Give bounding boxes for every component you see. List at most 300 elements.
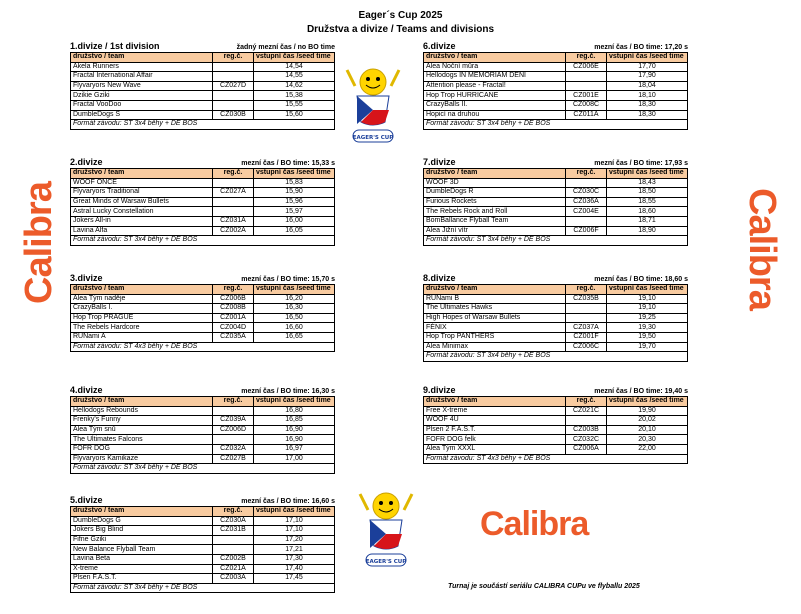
table-row [71, 304, 335, 314]
team-reg: CZ037A [566, 323, 607, 333]
division-bo-time: mezní čas / BO time: 19,40 s [594, 388, 688, 395]
team-reg: CZ006E [566, 62, 607, 72]
table-header-row [424, 285, 688, 295]
division-table [70, 506, 335, 593]
team-seed-time: 19,30 [607, 323, 688, 333]
team-name: Flyvaryors Kamikaze [71, 454, 213, 464]
team-reg: CZ002A [213, 226, 254, 236]
team-reg: CZ032A [213, 444, 254, 454]
race-format: Formát závodu: ST 3x4 běhy + DE BOS [71, 464, 335, 474]
team-reg: CZ002B [213, 554, 254, 564]
team-reg [213, 197, 254, 207]
col-team-header: družstvo / team [71, 397, 213, 407]
team-name: DumbleDogs S [71, 110, 213, 120]
col-reg-header: reg.č. [213, 397, 254, 407]
table-row [71, 207, 335, 217]
col-reg-header: reg.č. [213, 53, 254, 63]
race-format: Formát závodu: ST 4x3 běhy + DE BOS [71, 342, 335, 352]
col-time-header: vstupní čas /seed time [607, 53, 688, 63]
division-block [70, 40, 335, 130]
team-seed-time: 16,05 [254, 226, 335, 236]
team-name: The Ultimates Hawks [424, 304, 566, 314]
team-reg: CZ001F [566, 332, 607, 342]
team-reg [566, 416, 607, 426]
team-seed-time: 17,90 [607, 72, 688, 82]
team-seed-time: 18,55 [607, 197, 688, 207]
team-seed-time: 19,10 [607, 304, 688, 314]
team-reg: CZ030B [213, 110, 254, 120]
division-name: 4.divize [70, 385, 103, 395]
division-name: 8.divize [423, 273, 456, 283]
col-reg-header: reg.č. [213, 507, 254, 517]
format-row [424, 454, 688, 464]
division-bo-time: mezní čas / BO time: 17,20 s [594, 44, 688, 51]
team-reg [213, 435, 254, 445]
team-seed-time: 17,21 [254, 545, 335, 555]
team-reg: CZ027A [213, 188, 254, 198]
division-name: 5.divize [70, 495, 103, 505]
team-seed-time: 15,60 [254, 110, 335, 120]
team-reg [213, 62, 254, 72]
table-row [71, 535, 335, 545]
division-header [70, 156, 335, 168]
team-seed-time: 20,30 [607, 435, 688, 445]
col-reg-header: reg.č. [566, 53, 607, 63]
team-reg: CZ032C [566, 435, 607, 445]
page-title: Eager´s Cup 2025 [358, 10, 443, 21]
team-seed-time: 18,43 [607, 178, 688, 188]
team-name: Plsen F.A.S.T. [71, 574, 213, 584]
division-bo-time: mezní čas / BO time: 17,93 s [594, 160, 688, 167]
col-team-header: družstvo / team [71, 285, 213, 295]
division-table [423, 396, 688, 464]
table-row [424, 444, 688, 454]
race-format: Formát závodu: ST 4x3 běhy + DE BOS [424, 454, 688, 464]
team-reg [213, 406, 254, 416]
team-reg: CZ030A [213, 516, 254, 526]
team-seed-time: 15,83 [254, 178, 335, 188]
team-name: Lavina Beta [71, 554, 213, 564]
table-row [71, 416, 335, 426]
format-row [424, 352, 688, 362]
team-reg [566, 81, 607, 91]
team-name: WOOF 4U [424, 416, 566, 426]
race-format: Formát závodu: ST 3x4 běhy + DE BOS [71, 583, 335, 593]
col-reg-header: reg.č. [213, 169, 254, 179]
table-header-row [424, 397, 688, 407]
table-row [71, 574, 335, 584]
team-reg [213, 545, 254, 555]
team-reg: CZ001E [566, 91, 607, 101]
team-name: Frenky's Funny [71, 416, 213, 426]
calibra-logo-left: Calibra [18, 182, 60, 304]
division-block [423, 272, 688, 362]
table-row [71, 545, 335, 555]
format-row [71, 120, 335, 130]
table-row [71, 435, 335, 445]
division-bo-time: mezní čas / BO time: 16,30 s [241, 388, 335, 395]
division-table [423, 168, 688, 246]
team-seed-time: 17,00 [254, 454, 335, 464]
table-row [71, 526, 335, 536]
team-seed-time: 16,80 [254, 406, 335, 416]
team-reg: CZ036A [566, 197, 607, 207]
team-name: Jokers Big Blind [71, 526, 213, 536]
team-reg: CZ003B [566, 425, 607, 435]
team-seed-time: 18,71 [607, 216, 688, 226]
team-reg [213, 100, 254, 110]
col-time-header: vstupní čas /seed time [254, 397, 335, 407]
team-name: DumbleDogs G [71, 516, 213, 526]
team-seed-time: 16,65 [254, 332, 335, 342]
table-row [71, 226, 335, 236]
team-name: Flyvaryors New Wave [71, 81, 213, 91]
team-name: Hop Trop PRAGUE [71, 313, 213, 323]
team-reg: CZ006F [566, 226, 607, 236]
division-table [70, 396, 335, 474]
division-name: 6.divize [423, 41, 456, 51]
team-name: The Rebels Hardcore [71, 323, 213, 333]
col-time-header: vstupní čas /seed time [254, 169, 335, 179]
division-block [70, 156, 335, 246]
team-name: BomBallance Flyball Team [424, 216, 566, 226]
table-row [71, 62, 335, 72]
team-seed-time: 20,02 [607, 416, 688, 426]
table-row [424, 294, 688, 304]
col-time-header: vstupní čas /seed time [254, 285, 335, 295]
team-seed-time: 17,70 [607, 62, 688, 72]
format-row [71, 236, 335, 246]
team-seed-time: 19,10 [607, 294, 688, 304]
division-block [423, 40, 688, 130]
race-format: Formát závodu: ST 3x4 běhy + DE BOS [424, 352, 688, 362]
calibra-logo-bottom: Calibra [480, 505, 589, 543]
table-row [424, 188, 688, 198]
team-name: Hellodogs IN MEMORIAM DENI [424, 72, 566, 82]
division-header [70, 40, 335, 52]
team-reg [566, 313, 607, 323]
team-name: CrazyBalls I. [71, 304, 213, 314]
page-subtitle: Družstva a divize / Teams and divisions [306, 24, 495, 35]
team-reg: CZ006C [566, 342, 607, 352]
division-block [70, 384, 335, 474]
team-seed-time: 14,54 [254, 62, 335, 72]
table-row [424, 406, 688, 416]
division-name: 2.divize [70, 157, 103, 167]
team-name: Hop Trop HURRICANE [424, 91, 566, 101]
team-name: Hop Trop PANTHERS [424, 332, 566, 342]
col-team-header: družstvo / team [424, 169, 566, 179]
table-row [71, 425, 335, 435]
table-header-row [71, 507, 335, 517]
table-row [71, 554, 335, 564]
team-seed-time: 15,90 [254, 188, 335, 198]
team-reg: CZ031A [213, 216, 254, 226]
col-team-header: družstvo / team [71, 169, 213, 179]
team-seed-time: 16,90 [254, 435, 335, 445]
table-row [424, 178, 688, 188]
team-seed-time: 16,90 [254, 425, 335, 435]
table-row [424, 110, 688, 120]
team-name: The Rebels Rock and Roll [424, 207, 566, 217]
team-seed-time: 14,55 [254, 72, 335, 82]
team-name: FÉNIX [424, 323, 566, 333]
table-row [424, 100, 688, 110]
table-row [71, 444, 335, 454]
team-name: CrazyBalls II. [424, 100, 566, 110]
table-row [424, 197, 688, 207]
format-row [424, 120, 688, 130]
table-row [424, 226, 688, 236]
format-row [71, 464, 335, 474]
division-name: 7.divize [423, 157, 456, 167]
team-reg [566, 216, 607, 226]
team-name: Fifne Gziki [71, 535, 213, 545]
division-block [70, 272, 335, 352]
format-row [71, 583, 335, 593]
team-name: Alea Noční můra [424, 62, 566, 72]
table-row [71, 323, 335, 333]
team-name: X-treme [71, 564, 213, 574]
col-time-header: vstupní čas /seed time [607, 285, 688, 295]
team-reg [213, 207, 254, 217]
team-name: DumbleDogs R [424, 188, 566, 198]
race-format: Formát závodu: ST 3x4 běhy + DE BOS [71, 236, 335, 246]
team-name: Furious Rockets [424, 197, 566, 207]
eagers-cup-mascot-top [345, 66, 401, 153]
table-row [424, 304, 688, 314]
table-row [71, 454, 335, 464]
team-reg: CZ031B [213, 526, 254, 536]
team-reg: CZ008C [566, 100, 607, 110]
format-row [71, 342, 335, 352]
team-seed-time: 16,30 [254, 304, 335, 314]
team-reg [213, 72, 254, 82]
team-reg: CZ021A [213, 564, 254, 574]
team-reg [566, 304, 607, 314]
table-row [71, 197, 335, 207]
team-name: New Balance Flyball Team [71, 545, 213, 555]
team-seed-time: 17,30 [254, 554, 335, 564]
team-seed-time: 20,10 [607, 425, 688, 435]
col-reg-header: reg.č. [566, 169, 607, 179]
table-row [71, 294, 335, 304]
team-seed-time: 18,90 [607, 226, 688, 236]
svg-text:EAGER'S CUP: EAGER'S CUP [352, 135, 394, 141]
race-format: Formát závodu: ST 3x4 běhy + DE BOS [71, 120, 335, 130]
table-row [424, 81, 688, 91]
table-row [71, 406, 335, 416]
col-reg-header: reg.č. [566, 397, 607, 407]
table-row [424, 62, 688, 72]
division-name: 3.divize [70, 273, 103, 283]
col-time-header: vstupní čas /seed time [254, 507, 335, 517]
team-name: The Ultimates Falcons [71, 435, 213, 445]
team-reg: CZ011A [566, 110, 607, 120]
team-name: Alea Tým naděje [71, 294, 213, 304]
division-name: 9.divize [423, 385, 456, 395]
team-name: Attention please - Fractal! [424, 81, 566, 91]
division-header [70, 384, 335, 396]
team-name: WOOF 3D [424, 178, 566, 188]
team-name: WOOF ONCE [71, 178, 213, 188]
table-row [424, 342, 688, 352]
team-name: Great Minds of Warsaw Bullets [71, 197, 213, 207]
table-row [424, 313, 688, 323]
team-name: Alea Minimax [424, 342, 566, 352]
team-seed-time: 17,45 [254, 574, 335, 584]
team-reg: CZ008B [213, 304, 254, 314]
footer-note: Turnaj je součástí seriálu CALIBRA CUPu ve flyballu 2025 [448, 583, 640, 590]
team-name: Jokers All-in [71, 216, 213, 226]
team-seed-time: 18,30 [607, 100, 688, 110]
table-row [71, 91, 335, 101]
table-row [71, 72, 335, 82]
team-seed-time: 19,50 [607, 332, 688, 342]
team-reg: CZ006D [213, 425, 254, 435]
table-row [424, 91, 688, 101]
team-reg [566, 72, 607, 82]
team-name: High Hopes of Warsaw Bullets [424, 313, 566, 323]
team-name: FOFR DOG [71, 444, 213, 454]
race-format: Formát závodu: ST 3x4 běhy + DE BOS [424, 236, 688, 246]
team-reg: CZ001A [213, 313, 254, 323]
table-row [71, 188, 335, 198]
table-header-row [71, 169, 335, 179]
table-row [71, 216, 335, 226]
division-block [423, 384, 688, 464]
team-seed-time: 16,00 [254, 216, 335, 226]
table-row [424, 416, 688, 426]
division-table [70, 168, 335, 246]
table-row [424, 332, 688, 342]
team-seed-time: 18,60 [607, 207, 688, 217]
race-format: Formát závodu: ST 3x4 běhy + DE BOS [424, 120, 688, 130]
table-row [424, 72, 688, 82]
division-table [423, 284, 688, 362]
division-table [70, 284, 335, 352]
team-reg: CZ027B [213, 454, 254, 464]
team-seed-time: 16,20 [254, 294, 335, 304]
table-row [71, 313, 335, 323]
team-seed-time: 19,90 [607, 406, 688, 416]
eagers-cup-mascot-bottom [358, 490, 414, 577]
division-bo-time: mezní čas / BO time: 16,60 s [241, 498, 335, 505]
team-reg: CZ039A [213, 416, 254, 426]
col-team-header: družstvo / team [424, 285, 566, 295]
team-reg [213, 178, 254, 188]
col-team-header: družstvo / team [71, 53, 213, 63]
team-name: Plsen 2 F.A.S.T. [424, 425, 566, 435]
team-name: Lavina Alfa [71, 226, 213, 236]
team-seed-time: 14,62 [254, 81, 335, 91]
col-reg-header: reg.č. [566, 285, 607, 295]
table-row [71, 516, 335, 526]
team-seed-time: 15,97 [254, 207, 335, 217]
team-seed-time: 18,04 [607, 81, 688, 91]
team-reg: CZ021C [566, 406, 607, 416]
team-seed-time: 16,97 [254, 444, 335, 454]
division-block [423, 156, 688, 246]
team-seed-time: 15,96 [254, 197, 335, 207]
col-team-header: družstvo / team [71, 507, 213, 517]
division-table [423, 52, 688, 130]
division-header [70, 272, 335, 284]
division-bo-time: mezní čas / BO time: 18,60 s [594, 276, 688, 283]
team-name: Fractal International Affair [71, 72, 213, 82]
table-row [424, 425, 688, 435]
team-seed-time: 17,20 [254, 535, 335, 545]
team-seed-time: 15,38 [254, 91, 335, 101]
team-reg [213, 535, 254, 545]
team-seed-time: 17,10 [254, 516, 335, 526]
table-header-row [424, 169, 688, 179]
team-name: Akela Runners [71, 62, 213, 72]
table-row [71, 81, 335, 91]
team-seed-time: 19,25 [607, 313, 688, 323]
team-name: FOFR DOG felk [424, 435, 566, 445]
col-time-header: vstupní čas /seed time [607, 397, 688, 407]
team-name: Astral Lucky Constellation [71, 207, 213, 217]
team-name: Flyvaryors Traditional [71, 188, 213, 198]
team-reg: CZ035A [213, 332, 254, 342]
team-name: Alea Jižní vítr [424, 226, 566, 236]
division-bo-time: mezní čas / BO time: 15,70 s [241, 276, 335, 283]
team-seed-time: 18,10 [607, 91, 688, 101]
team-name: Hopicí na druhou [424, 110, 566, 120]
col-time-header: vstupní čas /seed time [607, 169, 688, 179]
team-seed-time: 19,70 [607, 342, 688, 352]
team-seed-time: 18,30 [607, 110, 688, 120]
division-bo-time: žadný mezní čas / no BO time [236, 44, 335, 51]
table-row [424, 207, 688, 217]
team-reg: CZ030C [566, 188, 607, 198]
team-reg [566, 178, 607, 188]
team-seed-time: 16,50 [254, 313, 335, 323]
team-seed-time: 22,00 [607, 444, 688, 454]
team-seed-time: 17,40 [254, 564, 335, 574]
col-team-header: družstvo / team [424, 397, 566, 407]
col-team-header: družstvo / team [424, 53, 566, 63]
team-seed-time: 16,60 [254, 323, 335, 333]
team-reg: CZ003A [213, 574, 254, 584]
table-header-row [71, 53, 335, 63]
division-header [423, 156, 688, 168]
table-header-row [424, 53, 688, 63]
team-seed-time: 15,55 [254, 100, 335, 110]
team-name: RUNami A [71, 332, 213, 342]
team-seed-time: 18,50 [607, 188, 688, 198]
table-row [71, 178, 335, 188]
division-name: 1.divize / 1st division [70, 41, 160, 51]
team-reg: CZ004D [213, 323, 254, 333]
division-header [70, 494, 335, 506]
team-reg: CZ004E [566, 207, 607, 217]
table-header-row [71, 397, 335, 407]
team-name: Fractal VooDoo [71, 100, 213, 110]
table-row [424, 323, 688, 333]
division-header [423, 384, 688, 396]
team-name: Free X-treme [424, 406, 566, 416]
table-row [71, 564, 335, 574]
team-reg: CZ035B [566, 294, 607, 304]
team-name: Alea Tým XXXL [424, 444, 566, 454]
col-time-header: vstupní čas /seed time [254, 53, 335, 63]
col-reg-header: reg.č. [213, 285, 254, 295]
division-block [70, 494, 335, 593]
team-reg [213, 91, 254, 101]
division-header [423, 40, 688, 52]
